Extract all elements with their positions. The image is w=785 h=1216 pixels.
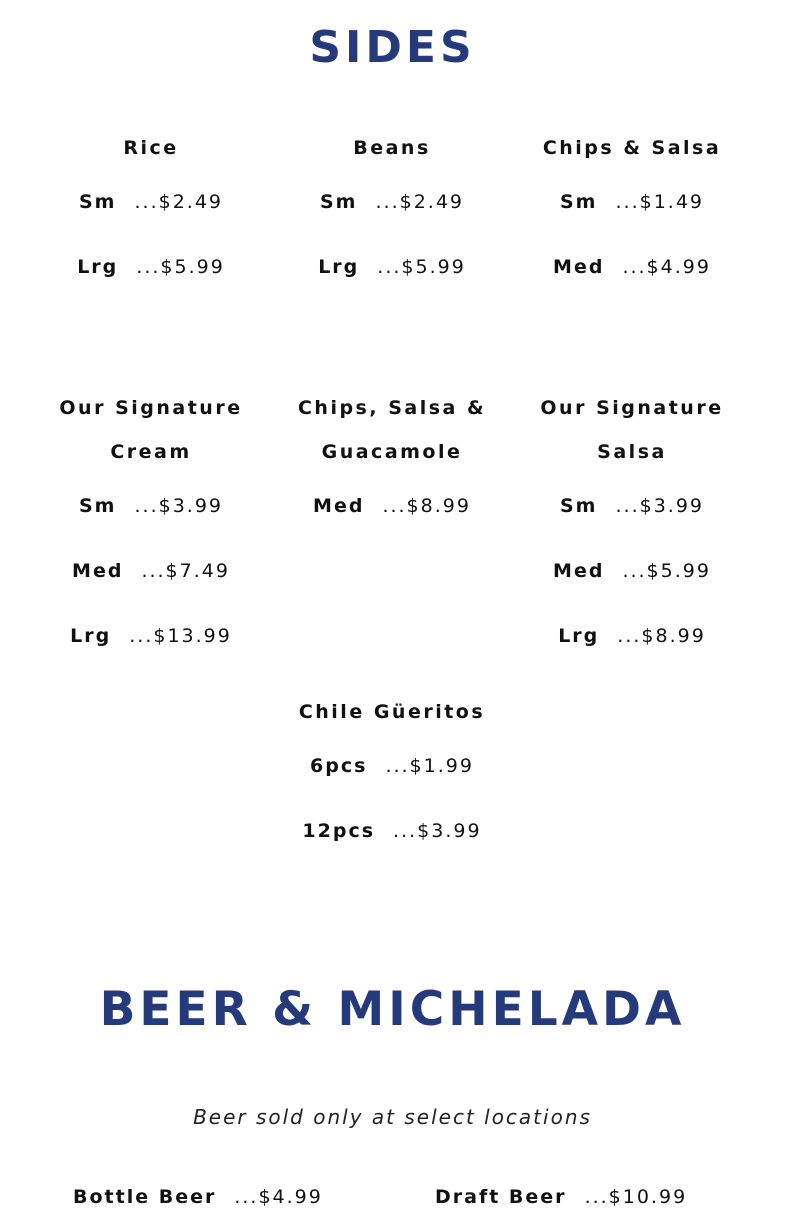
size-label: 6pcs bbox=[310, 755, 368, 777]
price-value: ...$1.49 bbox=[615, 191, 704, 213]
menu-item-signature-salsa bbox=[502, 386, 762, 669]
price-value: ...$3.99 bbox=[134, 495, 223, 517]
price-row bbox=[262, 170, 522, 235]
item-name bbox=[502, 386, 762, 474]
menu-item-chile-gueritos bbox=[262, 690, 522, 864]
price-value: ...$8.99 bbox=[617, 625, 706, 647]
price-row bbox=[21, 235, 281, 300]
menu-item-chips-salsa bbox=[502, 126, 762, 300]
price-row bbox=[502, 474, 762, 539]
size-label: Sm bbox=[79, 495, 117, 517]
price-row bbox=[502, 235, 762, 300]
price-value: ...$7.49 bbox=[141, 560, 230, 582]
beer-availability-note: Beer sold only at select locations bbox=[193, 1105, 592, 1129]
price-row bbox=[502, 170, 762, 235]
size-label: Sm bbox=[79, 191, 117, 213]
item-name: Rice bbox=[123, 137, 179, 159]
menu-item-signature-cream bbox=[21, 386, 281, 669]
menu-item-rice bbox=[21, 126, 281, 300]
price-row bbox=[21, 539, 281, 604]
price-row bbox=[262, 734, 522, 799]
item-name-line: Guacamole bbox=[321, 441, 463, 463]
beer-michelada-heading: BEER & MICHELADA bbox=[99, 982, 686, 1037]
item-name: Bottle Beer bbox=[73, 1186, 217, 1208]
size-label: Lrg bbox=[558, 625, 600, 647]
price-value: ...$8.99 bbox=[382, 495, 471, 517]
price-value: ...$3.99 bbox=[615, 495, 704, 517]
price-row bbox=[262, 235, 522, 300]
price-value: ...$4.99 bbox=[622, 256, 711, 278]
size-label: Med bbox=[553, 256, 605, 278]
price-value: ...$5.99 bbox=[136, 256, 225, 278]
menu-item-draft-beer bbox=[435, 1186, 687, 1208]
size-label: Lrg bbox=[77, 256, 119, 278]
item-name bbox=[21, 386, 281, 474]
item-name-line: Chips, Salsa & bbox=[297, 397, 487, 419]
item-name: Chile Güeritos bbox=[298, 701, 486, 723]
price-value: ...$2.49 bbox=[134, 191, 223, 213]
size-label: Lrg bbox=[70, 625, 112, 647]
price-row bbox=[21, 474, 281, 539]
price-row bbox=[262, 474, 522, 539]
sides-heading: SIDES bbox=[309, 22, 476, 73]
item-name-line: Cream bbox=[110, 441, 192, 463]
price-value: ...$5.99 bbox=[377, 256, 466, 278]
price-row bbox=[21, 604, 281, 669]
size-label: Med bbox=[72, 560, 124, 582]
price-value: ...$1.99 bbox=[385, 755, 474, 777]
size-label: Lrg bbox=[318, 256, 360, 278]
size-label: Med bbox=[553, 560, 605, 582]
price-value: ...$10.99 bbox=[584, 1186, 688, 1208]
size-label: Sm bbox=[320, 191, 358, 213]
size-label: Sm bbox=[560, 495, 598, 517]
item-name: Draft Beer bbox=[435, 1186, 567, 1208]
price-row bbox=[502, 539, 762, 604]
item-name-line: Our Signature bbox=[59, 397, 243, 419]
price-row bbox=[502, 604, 762, 669]
item-name: Beans bbox=[353, 137, 431, 159]
size-label: Sm bbox=[560, 191, 598, 213]
price-value: ...$2.49 bbox=[375, 191, 464, 213]
item-name-line: Salsa bbox=[597, 441, 667, 463]
menu-item-chips-salsa-guacamole bbox=[262, 386, 522, 539]
menu-item-bottle-beer bbox=[73, 1186, 323, 1208]
price-value: ...$13.99 bbox=[129, 625, 232, 647]
item-name-line: Our Signature bbox=[540, 397, 724, 419]
price-row bbox=[262, 799, 522, 864]
menu-item-beans bbox=[262, 126, 522, 300]
item-name: Chips & Salsa bbox=[542, 137, 722, 159]
price-value: ...$4.99 bbox=[234, 1186, 323, 1208]
size-label: 12pcs bbox=[302, 820, 376, 842]
item-name bbox=[262, 386, 522, 474]
price-value: ...$3.99 bbox=[393, 820, 482, 842]
size-label: Med bbox=[313, 495, 365, 517]
price-value: ...$5.99 bbox=[622, 560, 711, 582]
price-row bbox=[21, 170, 281, 235]
